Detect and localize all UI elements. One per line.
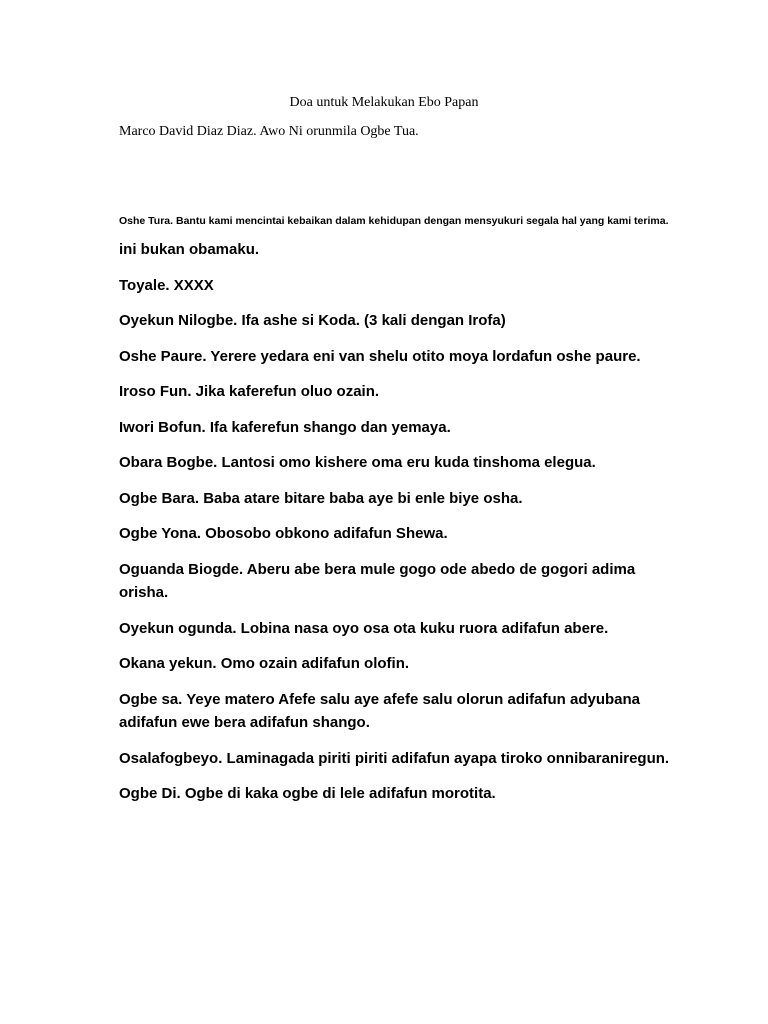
paragraph: Oyekun ogunda. Lobina nasa oyo osa ota kuku ruora adifafun abere. — [119, 619, 609, 637]
author-line: Marco David Diaz Diaz. Awo Ni orunmila Ogbe Tua. — [119, 124, 419, 139]
prayer-body — [119, 238, 679, 818]
document-title: Doa untuk Melakukan Ebo Papan — [289, 95, 479, 110]
paragraph: Oyekun Nilogbe. Ifa ashe si Koda. (3 kali dengan Irofa) — [119, 312, 506, 329]
paragraph: Obara Bogbe. Lantosi omo kishere oma eru kuda tinshoma elegua. — [119, 454, 596, 471]
paragraph: Ogbe Di. Ogbe di kaka ogbe di lele adifafun morotita. — [119, 785, 496, 802]
paragraph: Osalafogbeyo. Laminagada piriti piriti adifafun ayapa tiroko onnibaraniregun. — [119, 749, 670, 767]
paragraph: Ogbe Yona. Obosobo obkono adifafun Shewa. — [119, 525, 448, 542]
paragraph: Toyale. XXXX — [119, 276, 214, 294]
paragraph: ini bukan obamaku. — [119, 241, 260, 258]
paragraph: Iroso Fun. Jika kaferefun oluo ozain. — [119, 383, 380, 400]
intro-line: Oshe Tura. Bantu kami mencintai kebaikan dalam kehidupan dengan mensyukuri segala hal yang kami terima. — [119, 215, 669, 227]
paragraph: Ogbe Bara. Baba atare bitare baba aye bi enle biye osha. — [119, 489, 523, 507]
paragraph: Okana yekun. Omo ozain adifafun olofin. — [119, 655, 410, 672]
paragraph: Iwori Bofun. Ifa kaferefun shango dan yemaya. — [119, 418, 451, 436]
paragraph: Oguanda Biogde. Aberu abe bera mule gogo ode abedo de gogori adima orisha. — [119, 560, 636, 601]
paragraph: Oshe Paure. Yerere yedara eni van shelu otito moya lordafun oshe paure. — [119, 347, 641, 365]
paragraph: Ogbe sa. Yeye matero Afefe salu aye afefe salu olorun adifafun adyubana adifafun ewe bera adifafun shango. — [119, 690, 641, 731]
